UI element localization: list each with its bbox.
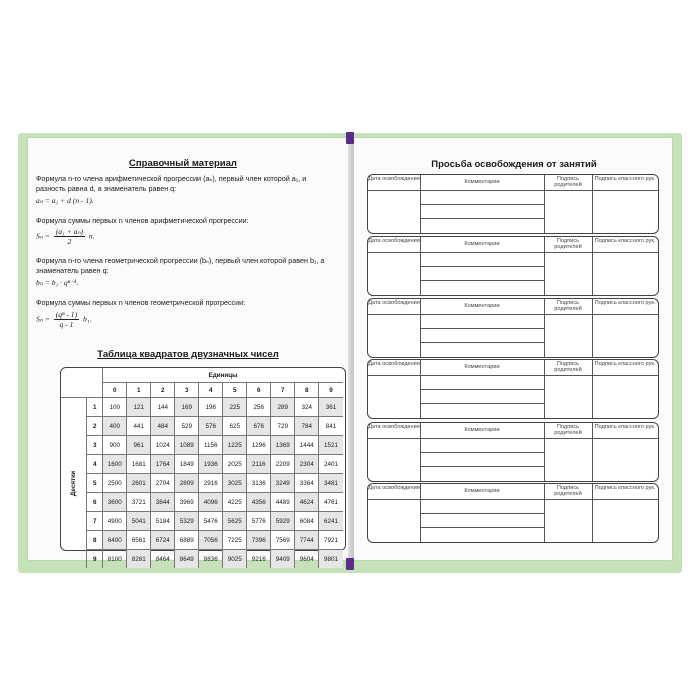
square-value-cell: 7569 xyxy=(271,531,295,550)
square-value-cell: 3969 xyxy=(175,493,199,512)
arith-sum-text: Формула суммы первых n членов арифметической прогрессии: xyxy=(36,216,249,225)
square-value-cell: 5041 xyxy=(127,512,151,531)
squares-row xyxy=(61,455,343,474)
absence-block xyxy=(367,422,659,482)
square-value-cell: 6400 xyxy=(103,531,127,550)
absence-block xyxy=(367,174,659,234)
square-value-cell: 7744 xyxy=(295,531,319,550)
square-value-cell: 625 xyxy=(223,417,247,436)
column-divider xyxy=(544,484,545,542)
absence-block xyxy=(367,483,659,543)
square-value-cell: 729 xyxy=(271,417,295,436)
square-value-cell: 9025 xyxy=(223,550,247,569)
column-header-parents-signature: Подпись родителей xyxy=(554,424,582,436)
squares-grid xyxy=(61,368,343,568)
geom-sum-numerator: (qⁿ - 1) xyxy=(55,310,78,319)
comment-line xyxy=(420,204,544,205)
square-value-cell: 529 xyxy=(175,417,199,436)
square-value-cell: 169 xyxy=(175,398,199,417)
squares-row xyxy=(61,398,343,417)
bookmark-ribbon-top xyxy=(346,132,354,144)
square-value-cell: 144 xyxy=(151,398,175,417)
squares-table xyxy=(60,367,346,563)
arith-sum-denominator: 2 xyxy=(67,237,72,246)
corner-cell xyxy=(61,368,103,398)
squares-row xyxy=(61,512,343,531)
square-value-cell: 121 xyxy=(127,398,151,417)
geom-sum-text: Формула суммы первых n членов геометрической прогрессии: xyxy=(36,298,246,307)
column-header-comments: Комментарии xyxy=(464,364,500,370)
square-value-cell: 6889 xyxy=(175,531,199,550)
arith-nth-formula: aₙ = a₁ + d (n - 1). xyxy=(36,196,94,205)
column-header-comments: Комментарии xyxy=(464,179,500,185)
geom-nth-text: Формула n-го члена геометрической прогрессии (bₙ), первый член которой равен b₁, а знаменатель равен q: xyxy=(36,256,325,275)
square-value-cell: 5776 xyxy=(247,512,271,531)
square-value-cell: 1764 xyxy=(151,455,175,474)
square-value-cell: 784 xyxy=(295,417,319,436)
comment-line xyxy=(420,403,544,404)
column-header-teacher-signature: Подпись классного рук. xyxy=(594,300,656,306)
square-value-cell: 841 xyxy=(319,417,343,436)
square-value-cell: 484 xyxy=(151,417,175,436)
square-value-cell: 8100 xyxy=(103,550,127,569)
comment-line xyxy=(420,342,544,343)
geom-sum-formula xyxy=(36,310,91,329)
square-value-cell: 289 xyxy=(271,398,295,417)
square-value-cell: 4096 xyxy=(199,493,223,512)
square-value-cell: 1936 xyxy=(199,455,223,474)
comment-line xyxy=(420,452,544,453)
arith-sum-fraction xyxy=(54,227,85,246)
column-divider xyxy=(592,484,593,542)
column-header-teacher-signature: Подпись классного рук. xyxy=(594,238,656,244)
squares-row xyxy=(61,550,343,569)
square-value-cell: 5625 xyxy=(223,512,247,531)
square-value-cell: 2704 xyxy=(151,474,175,493)
geom-sum-fraction xyxy=(54,310,79,329)
square-value-cell: 4356 xyxy=(247,493,271,512)
open-notebook xyxy=(28,138,672,566)
column-header-comments: Комментарии xyxy=(464,241,500,247)
comment-line xyxy=(420,513,544,514)
unit-header-cell: 2 xyxy=(151,383,175,398)
ten-header-cell: 7 xyxy=(87,512,103,531)
tens-header-text: Десятки xyxy=(70,470,78,496)
square-value-cell: 3844 xyxy=(151,493,175,512)
square-value-cell: 2500 xyxy=(103,474,127,493)
squares-row xyxy=(61,436,343,455)
square-value-cell: 8836 xyxy=(199,550,223,569)
square-value-cell: 3249 xyxy=(271,474,295,493)
square-value-cell: 441 xyxy=(127,417,151,436)
square-value-cell: 9801 xyxy=(319,550,343,569)
absence-block xyxy=(367,298,659,358)
squares-row xyxy=(61,493,343,512)
geom-sum-denominator: q - 1 xyxy=(59,320,74,329)
bookmark-ribbon-bottom xyxy=(346,558,354,570)
column-header-teacher-signature: Подпись классного рук. xyxy=(594,361,656,367)
column-header-comments: Комментарии xyxy=(464,488,500,494)
square-value-cell: 3364 xyxy=(295,474,319,493)
square-value-cell: 2116 xyxy=(247,455,271,474)
square-value-cell: 5184 xyxy=(151,512,175,531)
square-value-cell: 9604 xyxy=(295,550,319,569)
ten-header-cell: 5 xyxy=(87,474,103,493)
column-divider xyxy=(544,299,545,357)
square-value-cell: 5929 xyxy=(271,512,295,531)
column-divider xyxy=(592,299,593,357)
header-divider xyxy=(368,375,658,376)
square-value-cell: 3136 xyxy=(247,474,271,493)
square-value-cell: 6084 xyxy=(295,512,319,531)
header-divider xyxy=(368,314,658,315)
column-header-teacher-signature: Подпись классного рук. xyxy=(594,424,656,430)
square-value-cell: 961 xyxy=(127,436,151,455)
square-value-cell: 2601 xyxy=(127,474,151,493)
column-header-teacher-signature: Подпись классного рук. xyxy=(594,485,656,491)
unit-header-cell: 6 xyxy=(247,383,271,398)
square-value-cell: 225 xyxy=(223,398,247,417)
square-value-cell: 7396 xyxy=(247,531,271,550)
tens-header xyxy=(61,398,87,569)
units-row xyxy=(61,383,343,398)
square-value-cell: 1521 xyxy=(319,436,343,455)
column-header-parents-signature: Подпись родителей xyxy=(554,176,582,188)
squares-row xyxy=(61,531,343,550)
column-divider xyxy=(592,360,593,418)
square-value-cell: 1089 xyxy=(175,436,199,455)
absence-block-header xyxy=(368,360,658,374)
unit-header-cell: 1 xyxy=(127,383,151,398)
reference-title: Справочный материал xyxy=(129,158,237,169)
ten-header-cell: 9 xyxy=(87,550,103,569)
square-value-cell: 4900 xyxy=(103,512,127,531)
square-value-cell: 5476 xyxy=(199,512,223,531)
header-divider xyxy=(368,252,658,253)
square-value-cell: 2304 xyxy=(295,455,319,474)
column-header-parents-signature: Подпись родителей xyxy=(554,485,582,497)
square-value-cell: 7056 xyxy=(199,531,223,550)
header-divider xyxy=(368,438,658,439)
square-value-cell: 3721 xyxy=(127,493,151,512)
ten-header-cell: 1 xyxy=(87,398,103,417)
column-divider xyxy=(592,237,593,295)
geom-sum-rhs: b₁. xyxy=(83,314,92,324)
ten-header-cell: 2 xyxy=(87,417,103,436)
comment-line xyxy=(420,466,544,467)
square-value-cell: 9216 xyxy=(247,550,271,569)
square-value-cell: 9409 xyxy=(271,550,295,569)
square-value-cell: 6561 xyxy=(127,531,151,550)
square-value-cell: 1600 xyxy=(103,455,127,474)
square-value-cell: 3025 xyxy=(223,474,247,493)
square-value-cell: 2809 xyxy=(175,474,199,493)
arith-sum-formula xyxy=(36,227,95,246)
column-header-date: Дата освобождения xyxy=(368,424,420,430)
column-header-teacher-signature: Подпись классного рук. xyxy=(594,176,656,182)
square-value-cell: 576 xyxy=(199,417,223,436)
square-value-cell: 324 xyxy=(295,398,319,417)
square-value-cell: 676 xyxy=(247,417,271,436)
column-divider xyxy=(592,175,593,233)
column-header-date: Дата освобождения xyxy=(368,485,420,491)
column-header-date: Дата освобождения xyxy=(368,361,420,367)
square-value-cell: 1444 xyxy=(295,436,319,455)
unit-header-cell: 7 xyxy=(271,383,295,398)
ten-header-cell: 6 xyxy=(87,493,103,512)
arith-sum-rhs: n. xyxy=(88,231,95,241)
arith-nth-text: Формула n-го члена арифметической прогрессии (aₙ), первый член которой a₁, и разность равна d, а знаменатель равен q: xyxy=(36,174,307,193)
absence-block-header xyxy=(368,237,658,251)
square-value-cell: 2209 xyxy=(271,455,295,474)
square-value-cell: 3600 xyxy=(103,493,127,512)
geom-nth-formula: bₙ = b₁ · qⁿ⁻¹. xyxy=(36,278,79,287)
comment-line xyxy=(420,218,544,219)
column-divider xyxy=(544,237,545,295)
units-header: Единицы xyxy=(103,368,343,383)
column-header-comments: Комментарии xyxy=(464,427,500,433)
absence-block xyxy=(367,236,659,296)
arith-sum-lhs: Sₙ = xyxy=(36,231,50,241)
column-header-parents-signature: Подпись родителей xyxy=(554,238,582,250)
square-value-cell: 1296 xyxy=(247,436,271,455)
square-value-cell: 6724 xyxy=(151,531,175,550)
comment-line xyxy=(420,527,544,528)
absence-block-header xyxy=(368,175,658,189)
square-value-cell: 6241 xyxy=(319,512,343,531)
ten-header-cell: 3 xyxy=(87,436,103,455)
comment-line xyxy=(420,328,544,329)
square-value-cell: 196 xyxy=(199,398,223,417)
square-value-cell: 8281 xyxy=(127,550,151,569)
square-value-cell: 7225 xyxy=(223,531,247,550)
square-value-cell: 3481 xyxy=(319,474,343,493)
squares-row xyxy=(61,417,343,436)
square-value-cell: 100 xyxy=(103,398,127,417)
square-value-cell: 1156 xyxy=(199,436,223,455)
column-header-date: Дата освобождения xyxy=(368,176,420,182)
square-value-cell: 4225 xyxy=(223,493,247,512)
header-divider xyxy=(368,190,658,191)
unit-header-cell: 9 xyxy=(319,383,343,398)
square-value-cell: 2025 xyxy=(223,455,247,474)
column-header-parents-signature: Подпись родителей xyxy=(554,300,582,312)
column-divider xyxy=(592,423,593,481)
column-header-date: Дата освобождения xyxy=(368,238,420,244)
square-value-cell: 4761 xyxy=(319,493,343,512)
absence-block xyxy=(367,359,659,419)
comment-line xyxy=(420,389,544,390)
square-value-cell: 1369 xyxy=(271,436,295,455)
square-value-cell: 5329 xyxy=(175,512,199,531)
absence-block-header xyxy=(368,484,658,498)
column-header-comments: Комментарии xyxy=(464,303,500,309)
geom-sum-lhs: Sₙ = xyxy=(36,314,50,324)
unit-header-cell: 5 xyxy=(223,383,247,398)
column-divider xyxy=(544,360,545,418)
square-value-cell: 400 xyxy=(103,417,127,436)
square-value-cell: 1225 xyxy=(223,436,247,455)
square-value-cell: 4489 xyxy=(271,493,295,512)
comment-line xyxy=(420,280,544,281)
square-value-cell: 2401 xyxy=(319,455,343,474)
square-value-cell: 256 xyxy=(247,398,271,417)
absence-title: Просьба освобождения от занятий xyxy=(431,159,597,170)
square-value-cell: 900 xyxy=(103,436,127,455)
absence-block-header xyxy=(368,423,658,437)
left-page xyxy=(28,138,350,563)
ten-header-cell: 8 xyxy=(87,531,103,550)
column-header-parents-signature: Подпись родителей xyxy=(554,361,582,373)
column-header-date: Дата освобождения xyxy=(368,300,420,306)
square-value-cell: 8649 xyxy=(175,550,199,569)
unit-header-cell: 4 xyxy=(199,383,223,398)
unit-header-cell: 8 xyxy=(295,383,319,398)
square-value-cell: 7921 xyxy=(319,531,343,550)
square-value-cell: 4624 xyxy=(295,493,319,512)
arith-sum-numerator: (a₁ + aₙ) xyxy=(55,227,84,236)
square-value-cell: 1849 xyxy=(175,455,199,474)
comment-line xyxy=(420,266,544,267)
header-divider xyxy=(368,499,658,500)
square-value-cell: 2916 xyxy=(199,474,223,493)
square-value-cell: 1681 xyxy=(127,455,151,474)
right-page xyxy=(354,138,672,560)
square-value-cell: 8464 xyxy=(151,550,175,569)
ten-header-cell: 4 xyxy=(87,455,103,474)
column-divider xyxy=(544,423,545,481)
square-value-cell: 361 xyxy=(319,398,343,417)
absence-block-header xyxy=(368,299,658,313)
square-value-cell: 1024 xyxy=(151,436,175,455)
unit-header-cell: 0 xyxy=(103,383,127,398)
squares-row xyxy=(61,474,343,493)
unit-header-cell: 3 xyxy=(175,383,199,398)
column-divider xyxy=(544,175,545,233)
squares-title: Таблица квадратов двузначных чисел xyxy=(97,349,279,360)
